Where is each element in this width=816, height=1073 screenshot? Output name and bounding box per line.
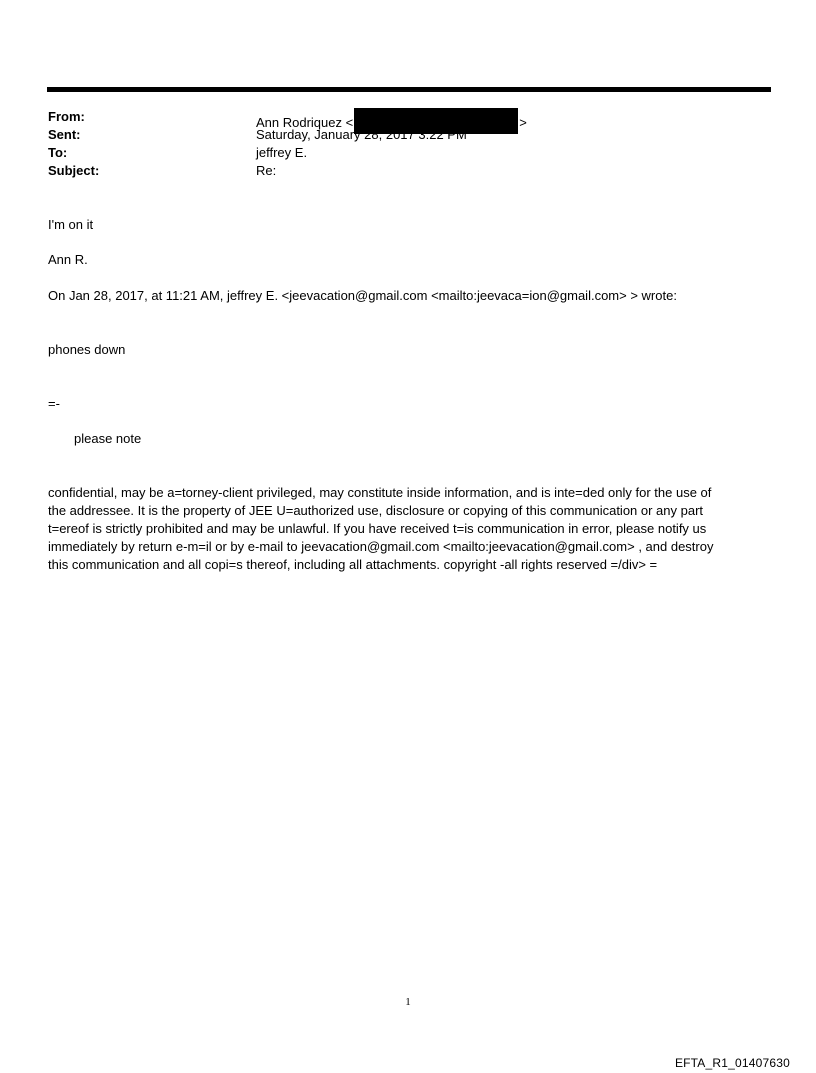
header-divider: [47, 87, 771, 92]
subject-label: Subject:: [48, 163, 100, 178]
from-row: [48, 108, 748, 130]
from-label: From:: [48, 109, 85, 124]
disclaimer-line: the addressee. It is the property of JEE U=authorized use, disclosure or copying of this communication or any part: [48, 503, 704, 518]
encoding-artifact: =-: [48, 396, 60, 411]
disclaimer-line: immediately by return e-m=il or by e-mail to jeevacation@gmail.com <mailto:jeevacation@gmail.com> , and destroy: [48, 539, 714, 554]
subject-value: Re:: [256, 163, 277, 178]
sent-label: Sent:: [48, 127, 81, 142]
document-id: EFTA_R1_01407630: [674, 1056, 790, 1070]
page-number: 1: [405, 996, 411, 1008]
email-header: [48, 108, 748, 180]
sent-row: [48, 126, 748, 144]
signature: Ann R.: [48, 252, 88, 267]
disclaimer-line: this communication and all copi=s thereof, including all attachments. copyright -all rights reserved =/div> =: [48, 557, 658, 572]
to-row: [48, 144, 748, 162]
disclaimer-line: t=ereof is strictly prohibited and may be unlawful. If you have received t=is communication in error, please notify us: [48, 521, 707, 536]
to-value: jeffrey E.: [256, 145, 308, 160]
disclaimer-block: [48, 484, 768, 574]
sent-value: Saturday, January 28, 2017 3:22 PM: [256, 127, 467, 142]
message-line: I'm on it: [48, 217, 94, 232]
quoted-message: phones down: [48, 342, 126, 357]
to-label: To:: [48, 145, 68, 160]
from-close: >: [519, 115, 527, 130]
disclaimer-line: confidential, may be a=torney-client privileged, may constitute inside information, and is inte=ded only for the use of: [48, 485, 712, 500]
from-name: Ann Rodriquez <: [256, 115, 354, 130]
please-note: please note: [74, 431, 142, 446]
subject-row: [48, 162, 748, 180]
quote-intro: On Jan 28, 2017, at 11:21 AM, jeffrey E. <jeevacation@gmail.com <mailto:jeevaca=ion@gmail.com> > wrote:: [48, 288, 677, 303]
